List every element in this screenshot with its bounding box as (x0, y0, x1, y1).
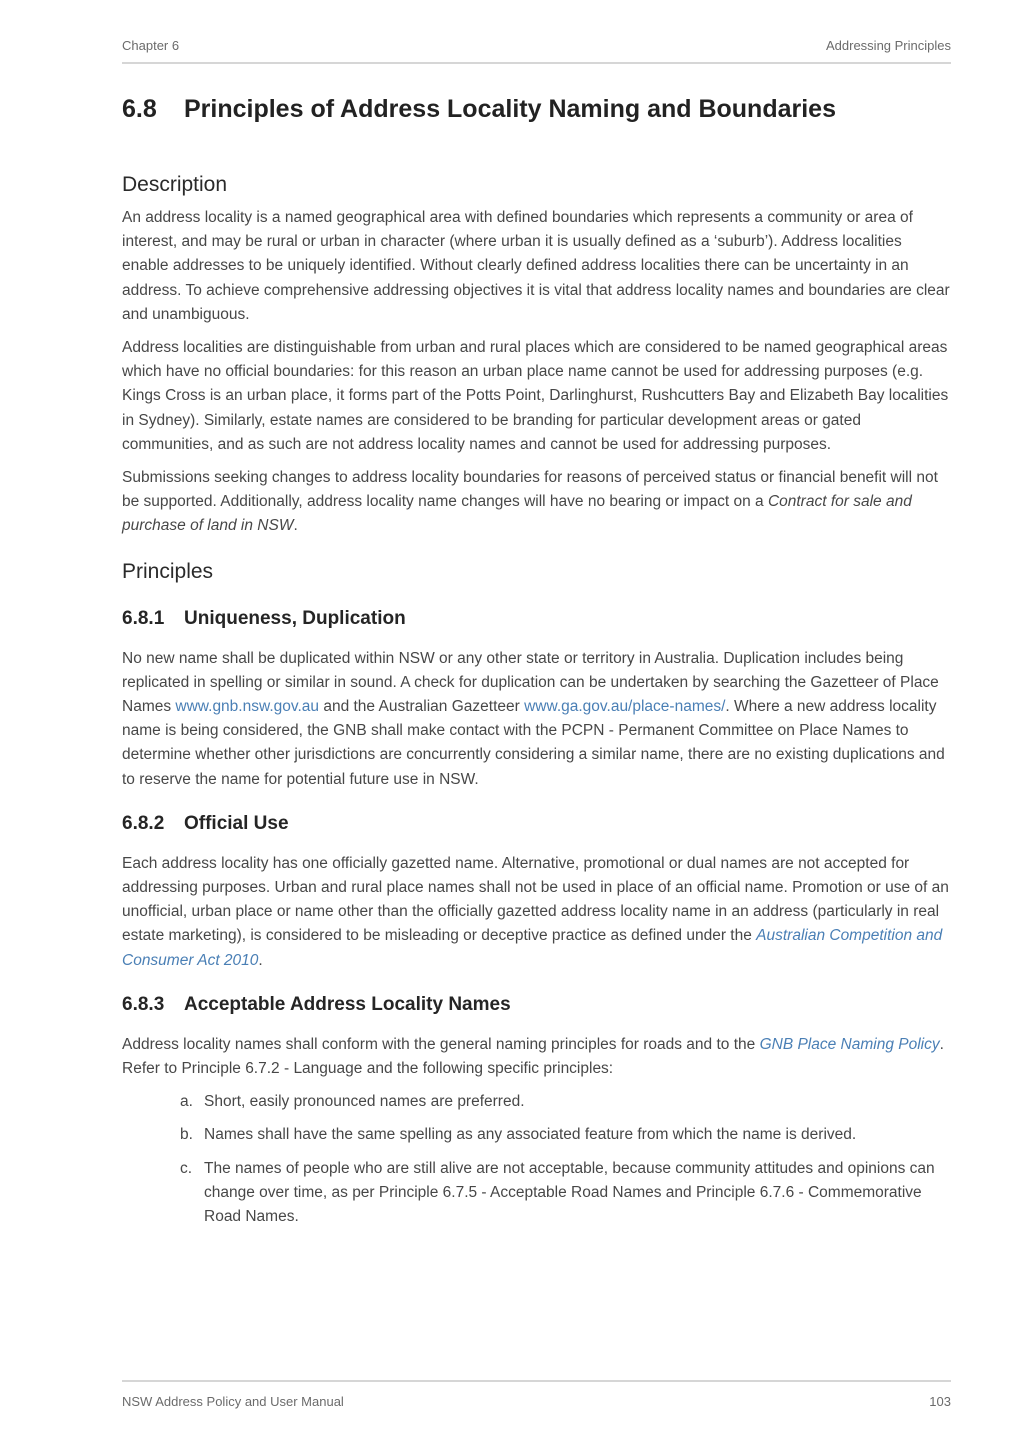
section-title: Official Use (184, 812, 289, 834)
section-6-8-3-heading (122, 991, 951, 1019)
paragraph-text: . Where a new address locality name is being considered, the GNB shall make contact with the PCPN - Permanent Committee on Place Names to determine whether other jurisdictions are concurrently considering a similar name, there are no existing duplications and to reserve the name for potential future use in NSW. (122, 698, 945, 788)
title-text: Principles of Address Locality Naming and Boundaries (184, 95, 836, 123)
section-6-8-2-heading (122, 810, 951, 838)
contract-title: Contract for sale and purchase of land in NSW (122, 493, 912, 535)
list-item-text: The names of people who are still alive are not acceptable, because community attitudes and opinions can change over time, as per Principle 6.7.5 - Acceptable Road Names and Principle 6.7.6 - Commemorative Road Names. (204, 1159, 935, 1226)
paragraph-text: Submissions seeking changes to address locality boundaries for reasons of perceived status or financial benefit will not be supported. Additionally, address locality name changes will have no bearing or impact on a (122, 469, 938, 511)
list-item (122, 1090, 951, 1114)
description-paragraph-2: Address localities are distinguishable from urban and rural places which are considered to be named geographical areas which have no official boundaries: for this reason an urban place name cannot be used for addressing purposes (e.g. Kings Cross is an urban place, it forms part of the Potts Point, Darlinghurst, Rushcutters Bay and Elizabeth Bay localities in Sydney). Similarly, estate names are considered to be branding for particular development areas or gated communities, and as such are not address locality names and cannot be used for addressing purposes. (122, 339, 949, 453)
running-footer (122, 1380, 951, 1410)
gnb-gazetteer-link[interactable]: www.gnb.nsw.gov.au (175, 698, 320, 716)
section-label: Addressing Principles (825, 38, 951, 53)
page-content (122, 92, 951, 1238)
chapter-label: Chapter 6 (122, 38, 180, 53)
australian-gazetteer-link[interactable]: www.ga.gov.au/place-names/ (524, 698, 726, 716)
list-item (122, 1123, 951, 1147)
manual-title: NSW Address Policy and User Manual (122, 1394, 344, 1409)
paragraph-text: Address locality names shall conform with the general naming principles for roads and to the (122, 1035, 760, 1053)
list-item-text: Short, easily pronounced names are preferred. (204, 1093, 525, 1111)
section-number: 6.8.2 (122, 812, 165, 834)
list-marker: c. (180, 1159, 193, 1177)
title-number: 6.8 (122, 95, 157, 123)
page-title (122, 92, 951, 126)
section-number: 6.8.3 (122, 993, 165, 1015)
section-6-8-1-paragraph (122, 647, 951, 792)
list-marker: b. (180, 1126, 193, 1144)
list-item (122, 1157, 951, 1230)
running-header (122, 38, 951, 64)
paragraph-text: . (258, 951, 263, 969)
paragraph-text: and the Australian Gazetteer (319, 698, 525, 716)
consumer-act-link[interactable]: Australian Competition and Consumer Act 2010 (122, 927, 943, 969)
paragraph-text: No new name shall be duplicated within NSW or any other state or territory in Australia. Duplication includes being replicated in spelling or similar in sound. A check for duplication can be undertaken by searching the Gazetteer of Place Names (122, 649, 939, 716)
principles-heading: Principles (122, 559, 214, 583)
paragraph-text: Each address locality has one officially gazetted name. Alternative, promotional or dual names are not accepted for addressing purposes. Urban and rural place names shall not be used in place of an official name. Promotion or use of an unofficial, urban place or name other than the officially gazetted address locality name in an address (particularly in real estate marketing), is considered to be misleading or deceptive practice as defined under the (122, 854, 949, 945)
description-paragraph-1: An address locality is a named geographical area with defined boundaries which represents a community or area of interest, and may be rural or urban in character (where urban it is usually defined as a ‘suburb’). Address localities enable addresses to be uniquely identified. Without clearly defined address localities there can be uncertainty in an address. To achieve comprehensive addressing objectives it is vital that address locality names and boundaries are clear and unambiguous. (122, 209, 950, 323)
description-heading: Description (122, 173, 228, 196)
list-item-text: Names shall have the same spelling as any associated feature from which the name is derived. (204, 1126, 857, 1144)
section-6-8-3-paragraph (122, 1033, 951, 1081)
document-page (122, 0, 951, 1449)
section-6-8-1-heading (122, 605, 951, 633)
principles-list (122, 1090, 951, 1229)
paragraph-text: . (293, 517, 298, 535)
list-marker: a. (180, 1093, 193, 1111)
page-number: 103 (929, 1394, 951, 1409)
place-naming-policy-link[interactable]: GNB Place Naming Policy (759, 1035, 940, 1053)
section-number: 6.8.1 (122, 607, 165, 629)
paragraph-text: . Refer to Principle 6.7.2 - Language and the following specific principles: (122, 1035, 944, 1078)
section-6-8-2-paragraph (122, 852, 951, 973)
section-title: Uniqueness, Duplication (184, 607, 406, 629)
section-title: Acceptable Address Locality Names (184, 993, 511, 1015)
description-paragraph-3 (122, 466, 951, 539)
